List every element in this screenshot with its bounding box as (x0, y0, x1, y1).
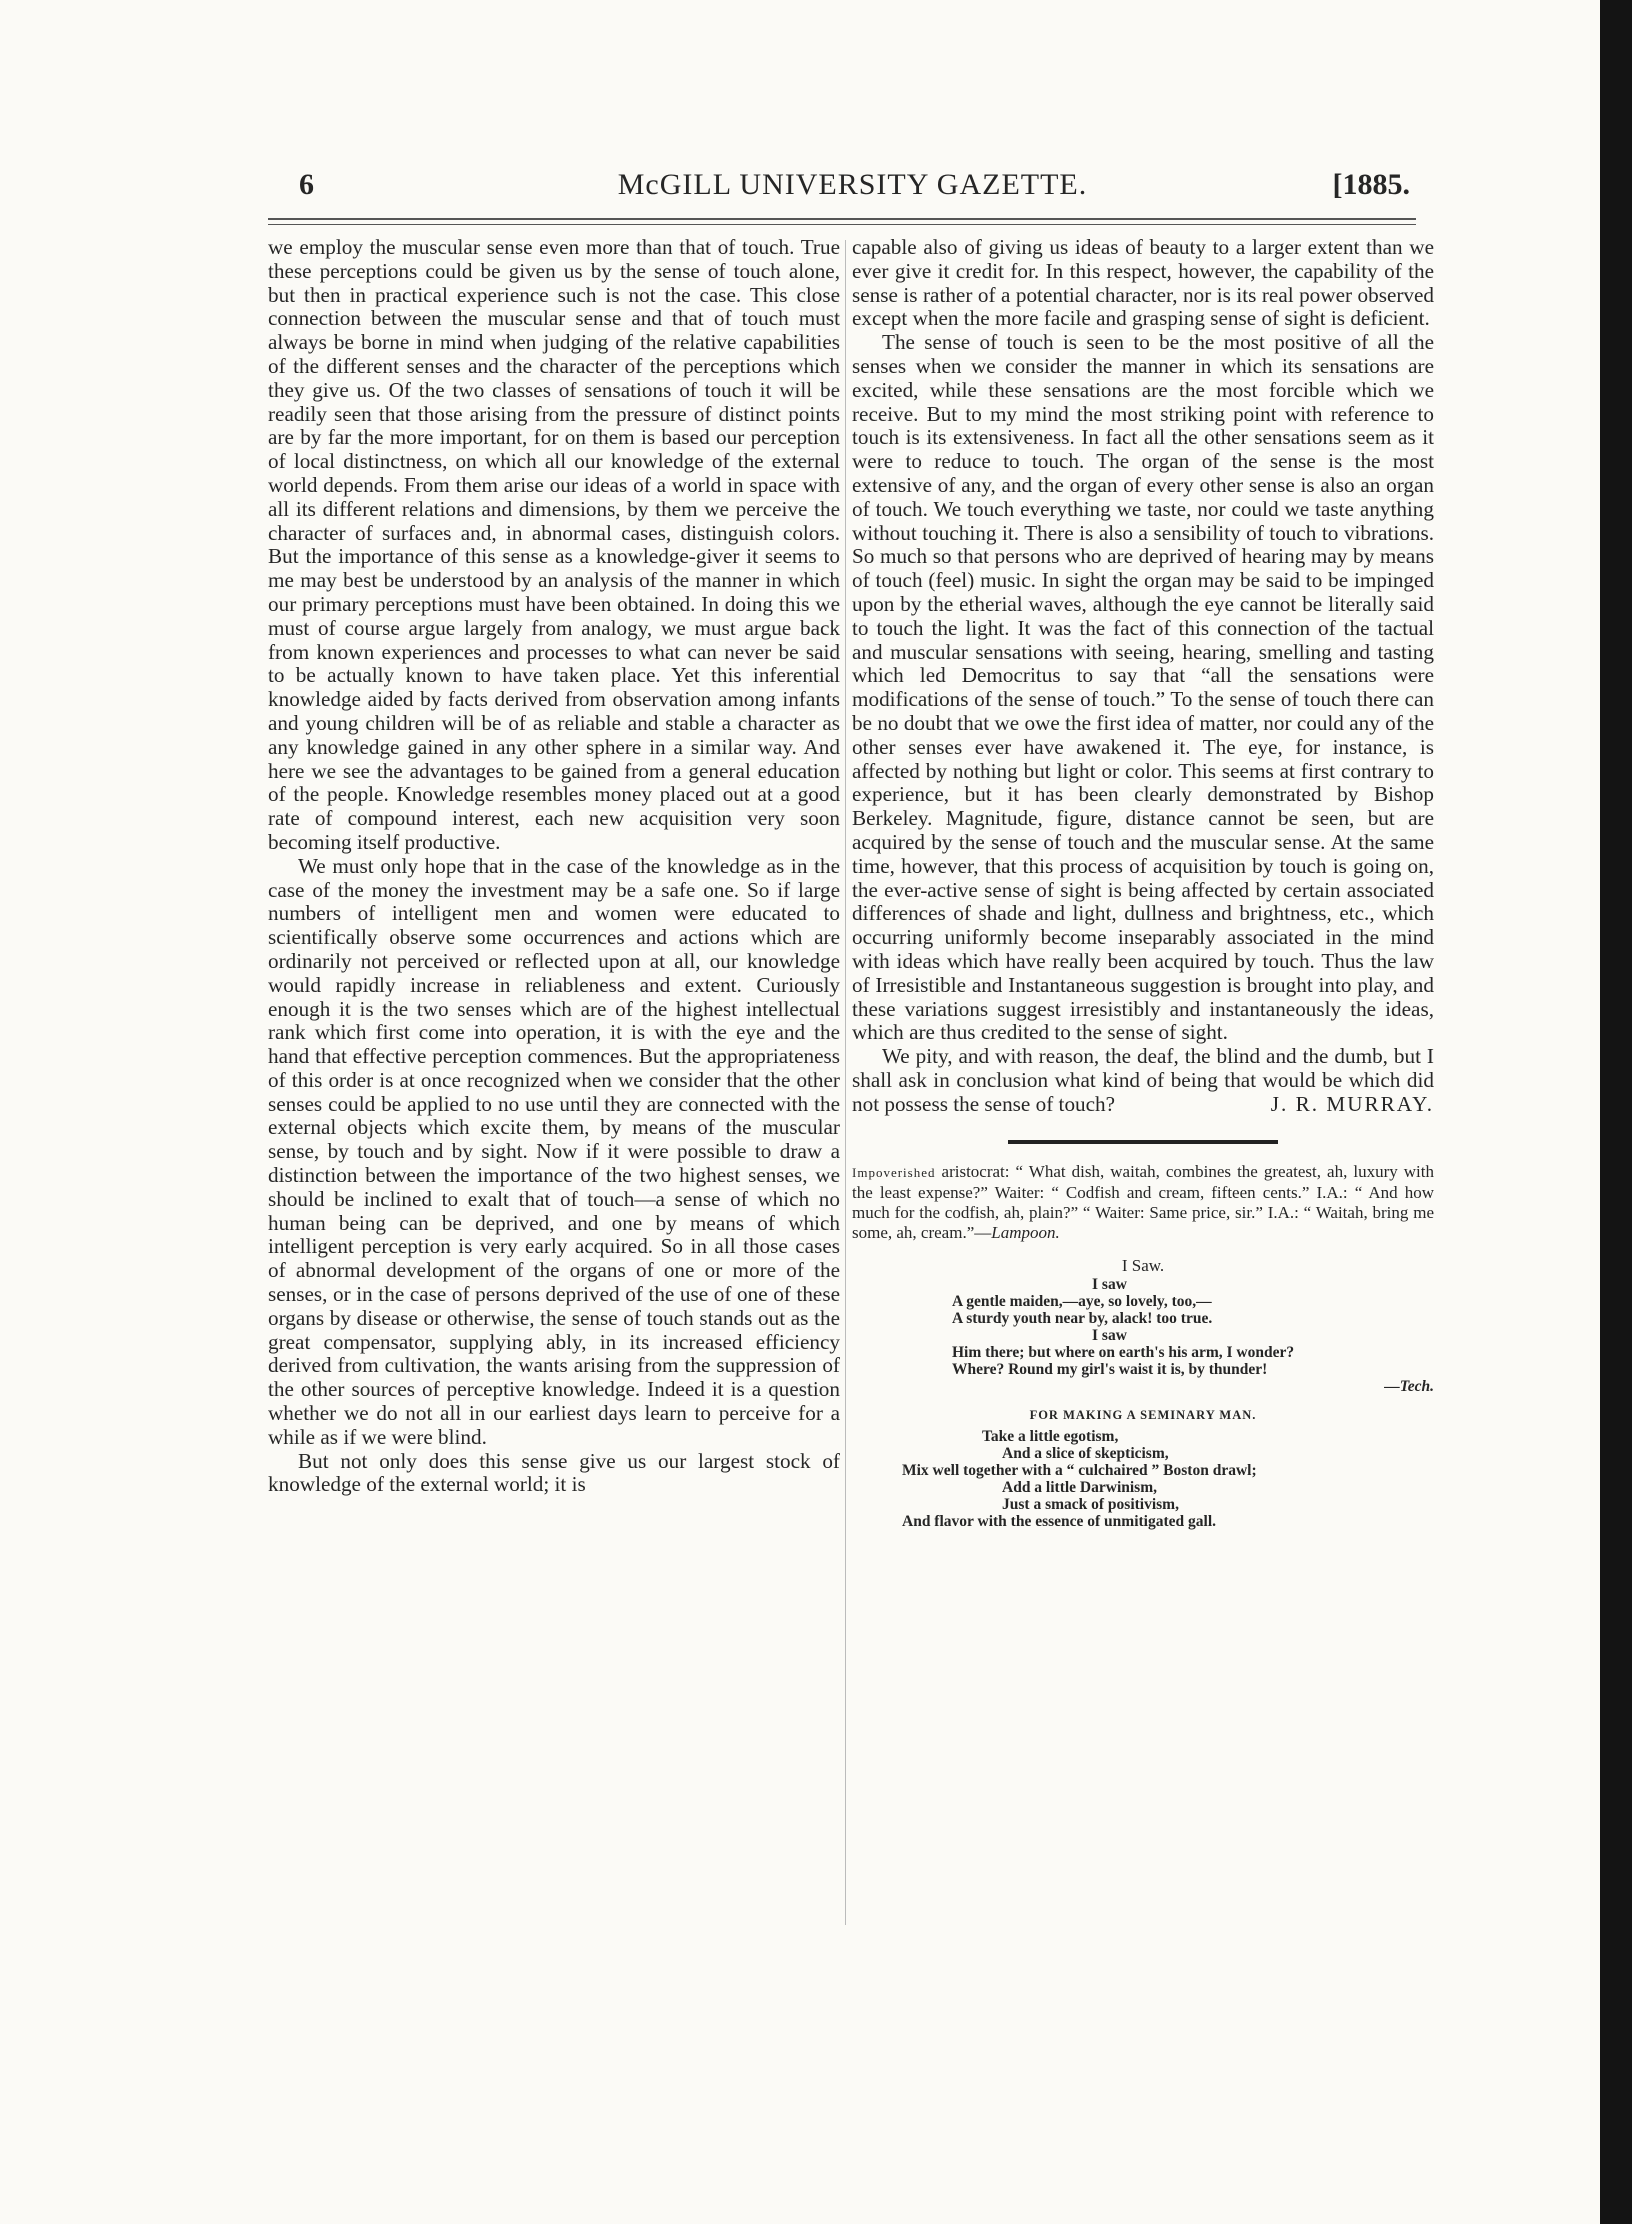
verse-title: FOR MAKING A SEMINARY MAN. (1029, 1408, 1257, 1423)
paragraph: But not only does this sense give us our largest stock of knowledge of the external world; it is (268, 1448, 840, 1497)
poem-line: A gentle maiden,—aye, so lovely, too,— (952, 1293, 1212, 1311)
column-divider (845, 240, 846, 1925)
verse-seminary-man (852, 1407, 1434, 1530)
paragraph: We pity, and with reason, the deaf, the blind and the dumb, but I shall ask in conclusion what kind of being that would be which did not possess the sense of touch? (852, 1044, 1434, 1116)
author-signature: J. R. MURRAY. (1270, 1091, 1434, 1116)
joke-text: aristocrat: “ What dish, waitah, combines the greatest, ah, luxury with the least expense?” Waiter: “ Codfish and cream, fifteen cents.” I.A.: “ And how much for the codfish, ah, plain?” “ Waiter: Same price, sir.” I.A.: “ Waitah, bring me some, ah, cream.”— (852, 1162, 1434, 1243)
page-header (295, 168, 1410, 220)
verse-line: Add a little Darwinism, (1002, 1479, 1157, 1497)
poem-i-saw (852, 1257, 1434, 1395)
joke-source: Lampoon. (991, 1223, 1060, 1243)
header-rule-bottom (268, 224, 1416, 225)
page-edge-border (1600, 0, 1632, 2224)
joke-lead: Impoverished (852, 1165, 936, 1181)
joke-item (852, 1162, 1434, 1243)
header-rule-top (268, 218, 1416, 220)
page-number: 6 (299, 168, 314, 201)
verse-line: Mix well together with a “ culchaired ” Boston drawl; (902, 1462, 1257, 1480)
verse-line: And a slice of skepticism, (1002, 1445, 1169, 1463)
poem-title: I Saw. (1121, 1256, 1165, 1276)
verse-line: Take a little egotism, (982, 1428, 1119, 1446)
poem-line: I saw (1092, 1327, 1127, 1345)
paragraph: The sense of touch is seen to be the most positive of all the senses when we consider the manner in which its sensations are excited, while these sensations are the most forcible which we receive. But to my mind the most striking point with reference to touch is its extensiveness. In fact all the other sensations seem as it were to reduce to touch. The organ of the sense is the most extensive of any, and the organ of every other sense is also an organ of touch. We touch everything we taste, nor could we taste anything without touching it. There is also a sensibility of touch to vibrations. So much so that persons who are deprived of hearing may by means of touch (feel) music. In sight the organ may be said to be impinged upon by the etherial waves, although the eye cannot be literally said to touch the light. It was the fact of this connection of the tactual and muscular sensations with seeing, hearing, smelling and tasting which led Democritus to say that “all the sensations were modifications of the sense of touch.” To the sense of touch there can be no doubt that we owe the first idea of matter, nor could any of the other senses ever have awakened it. The eye, for instance, is affected by nothing but light or color. This seems at first contrary to experience, but it has been clearly demonstrated by Bishop Berkeley. Magnitude, figure, distance cannot be seen, but are acquired by the sense of touch and the muscular sense. At the same time, however, that this process of acquisition by touch is going on, the ever-active sense of sight is being affected by certain associated differences of shade and light, dullness and brightness, etc., which occurring uniformly become inseparably associated in the mind with ideas which have really been acquired by touch. Thus the law of Irresistible and Instantaneous suggestion is brought into play, and these variations suggest irresistibly and instantaneously the ideas, which are thus credited to the sense of sight. (852, 330, 1434, 1045)
left-column (268, 236, 840, 1497)
verse-line: Just a smack of positivism, (1002, 1496, 1179, 1514)
poem-line: A sturdy youth near by, alack! too true. (952, 1310, 1213, 1328)
article-end-rule (1008, 1140, 1278, 1144)
poem-source: —Tech. (1384, 1378, 1434, 1396)
paragraph: capable also of giving us ideas of beauty to a larger extent than we ever give it credit for. In this respect, however, the capability of the sense is rather of a potential character, nor is its real power observed except when the more facile and grasping sense of sight is deficient. (852, 235, 1434, 331)
verse-line: And flavor with the essence of unmitigated gall. (902, 1513, 1217, 1531)
publication-title: McGILL UNIVERSITY GAZETTE. (617, 168, 1088, 201)
poem-line: Him there; but where on earth's his arm, I wonder? (952, 1344, 1295, 1362)
publication-year: [1885. (1332, 168, 1410, 201)
poem-line: I saw (1092, 1276, 1127, 1294)
poem-line: Where? Round my girl's waist it is, by thunder! (952, 1361, 1268, 1379)
paragraph: We must only hope that in the case of the knowledge as in the case of the money the investment may be a safe one. So if large numbers of intelligent men and women were educated to scientifically observe some occurrences and actions which are ordinarily not perceived or reflected upon at all, our knowledge would rapidly increase in reliableness and extent. Curiously enough it is the two senses which are of the highest intellectual rank which first come into operation, it is with the eye and the hand that effective perception commences. But the appropriateness of this order is at once recognized when we consider that the other senses could be applied to no use until they are connected with the external objects which excite them, by means of the muscular sense, by touch and by sight. Now if it were possible to draw a distinction between the importance of the two highest senses, we should be inclined to exalt that of touch—a sense of which no human being can be deprived, and one by means of which intelligent perception is very early acquired. So in all those cases of abnormal development of the organs of one or more of the senses, or in the case of persons deprived of the use of one of these organs by disease or otherwise, the sense of touch stands out as the great compensator, supplying ably, in its increased efficiency derived from cultivation, the wants arising from the suppression of the other sources of perceptive knowledge. Indeed it is a question whether we do not all in our earliest days learn to perceive for a while as if we were blind. (268, 853, 840, 1449)
paragraph: we employ the muscular sense even more than that of touch. True these perceptions could be given us by the sense of touch alone, but then in practical experience such is not the case. This close connection between the muscular sense and that of touch must always be borne in mind when judging of the relative capabilities of the different senses and the character of the perceptions which they give us. Of the two classes of sensations of touch it will be readily seen that those arising from the pressure of distinct points are by far the more important, for on them is based our perception of local distinctness, on which all our knowledge of the external world depends. From them arise our ideas of a world in space with all its different relations and dimensions, by them we perceive the character of surfaces and, in abnormal cases, distinguish colors. But the importance of this sense as a knowledge-giver it seems to me may best be understood by an analysis of the manner in which our primary perceptions must have been obtained. In doing this we must of course argue largely from analogy, we must argue back from known experiences and processes to what can never be said to be actually known to have taken place. Yet this inferential knowledge aided by facts derived from observation among infants and young children will be of as reliable and stable a character as any knowledge gained in any other sphere in a similar way. And here we see the advantages to be gained from a general education of the people. Knowledge resembles money placed out at a good rate of compound interest, each new acquisition very soon becoming itself productive. (268, 235, 840, 854)
right-column (852, 236, 1434, 1530)
